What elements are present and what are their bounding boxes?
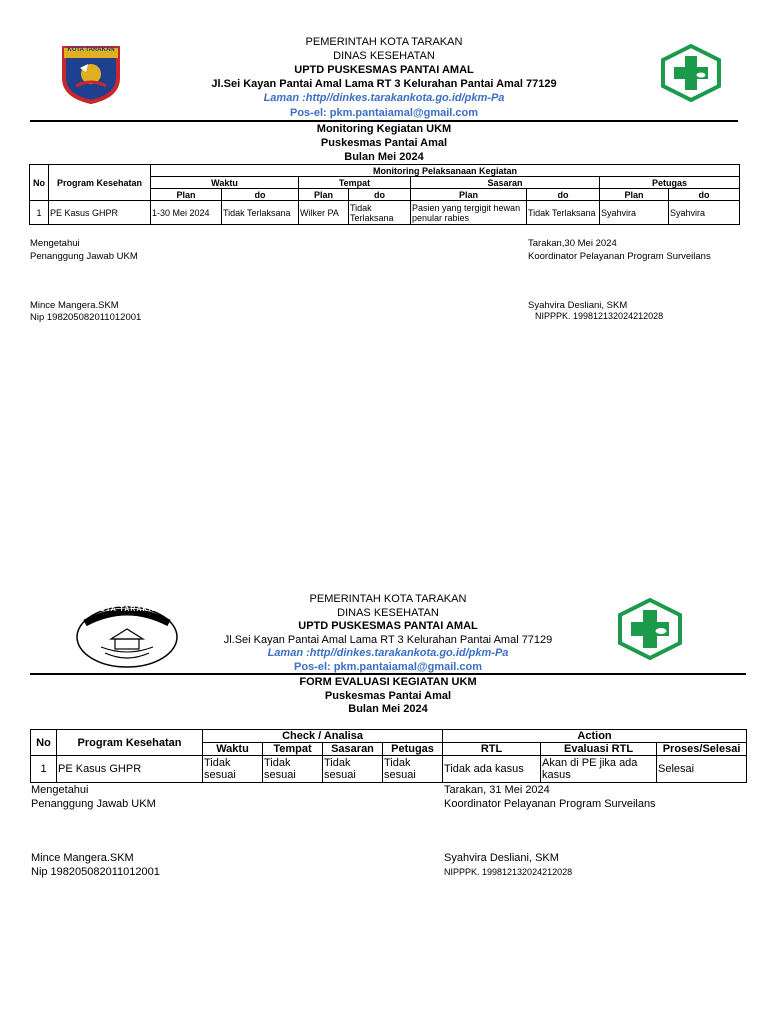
doc1-th-do: do (527, 189, 600, 201)
doc1-sign-left-line2: Penanggung Jawab UKM (30, 251, 138, 262)
doc1-sign-right-line1: Tarakan,30 Mei 2024 (528, 238, 617, 249)
doc2-sign-left-name: Mince Mangera.SKM (31, 852, 134, 864)
doc1-th-plan: Plan (411, 189, 527, 201)
doc2-th-waktu: Waktu (203, 743, 263, 756)
doc1-cell-waktu-do: Tidak Terlaksana (222, 201, 299, 225)
doc2-website-link[interactable]: Laman :http//dinkes.tarakankota.go.id/pkm-Pa (267, 647, 509, 659)
doc1-header-line1: PEMERINTAH KOTA TARAKAN (305, 36, 463, 48)
doc1-th-do: do (222, 189, 299, 201)
doc1-cell-sasaran-do: Tidak Terlaksana (527, 201, 600, 225)
doc2-sign-right-line2: Koordinator Pelayanan Program Surveilans (444, 798, 656, 810)
doc2-title-line2: Puskesmas Pantai Amal (324, 690, 452, 702)
table-row (31, 756, 747, 783)
doc1-website-link[interactable]: Laman :http//dinkes.tarakankota.go.id/pkm-Pa (263, 92, 505, 104)
doc2-sign-left-line1: Mengetahui (31, 784, 89, 796)
doc2-cell-waktu: Tidak sesuai (203, 756, 263, 783)
doc2-cell-rtl: Tidak ada kasus (443, 756, 541, 783)
doc1-cell-tempat-plan: Wilker PA (299, 201, 349, 225)
doc1-th-do: do (349, 189, 411, 201)
doc1-sign-left-line1: Mengetahui (30, 238, 80, 249)
doc1-sign-right-name: Syahvira Desliani, SKM (528, 300, 628, 311)
doc2-th-proses: Proses/Selesai (657, 743, 747, 756)
doc1-th-sasaran: Sasaran (411, 177, 600, 189)
doc2-header-line2: DINAS KESEHATAN (337, 607, 439, 619)
doc1-th-no: No (30, 165, 49, 201)
doc1-cell-petugas-plan: Syahvira (600, 201, 669, 225)
doc2-th-sasaran: Sasaran (323, 743, 383, 756)
doc1-logo-text: KOTA TARAKAN (67, 47, 115, 53)
doc1-cell-no: 1 (30, 201, 49, 225)
doc1-sign-left-nip: Nip 198205082011012001 (30, 312, 142, 323)
doc2-cell-proses: Selesai (657, 756, 747, 783)
doc1-cell-waktu-plan: 1-30 Mei 2024 (151, 201, 222, 225)
doc1-sign-right-line2: Koordinator Pelayanan Program Surveilans (528, 251, 711, 262)
doc1-cell-sasaran-plan: Pasien yang tergigit hewan penular rabies (411, 201, 527, 225)
doc2-th-action: Action (443, 730, 747, 743)
doc1-th-plan: Plan (151, 189, 222, 201)
doc1-cell-program: PE Kasus GHPR (49, 201, 151, 225)
doc1-cell-tempat-do: Tidak Terlaksana (349, 201, 411, 225)
doc2-cell-sasaran: Tidak sesuai (323, 756, 383, 783)
doc2-cell-program: PE Kasus GHPR (57, 756, 203, 783)
doc2-sign-left-nip: Nip 198205082011012001 (31, 866, 160, 878)
doc2-title-line3: Bulan Mei 2024 (348, 703, 428, 715)
doc2-header-line3: UPTD PUSKESMAS PANTAI AMAL (298, 620, 478, 632)
doc1-th-program: Program Kesehatan (49, 165, 151, 201)
doc1-email-link[interactable]: Pos-el: pkm.pantaiamal@gmail.com (290, 107, 478, 119)
doc2-cell-evaluasi: Akan di PE jika ada kasus (541, 756, 657, 783)
doc1-th-tempat: Tempat (299, 177, 411, 189)
doc2-sign-left-line2: Penanggung Jawab UKM (31, 798, 156, 810)
doc2-th-no: No (31, 730, 57, 756)
doc2-sign-right-line1: Tarakan, 31 Mei 2024 (444, 784, 550, 796)
doc2-sign-right-nip: NIPPPK. 199812132024212028 (444, 867, 573, 877)
doc1-cell-petugas-do: Syahvira (669, 201, 740, 225)
doc1-header-line3: UPTD PUSKESMAS PANTAI AMAL (294, 64, 474, 76)
doc1-header-line4: Jl.Sei Kayan Pantai Amal Lama RT 3 Kelurahan Pantai Amal 77129 (211, 78, 557, 90)
doc2-evaluation-table (30, 729, 747, 783)
doc2-header-line1: PEMERINTAH KOTA TARAKAN (309, 593, 467, 605)
doc2-th-program: Program Kesehatan (57, 730, 203, 756)
doc2-logo-text: KOTA TARAKAN (93, 606, 161, 613)
doc2-header-line4: Jl.Sei Kayan Pantai Amal Lama RT 3 Kelurahan Pantai Amal 77129 (223, 634, 553, 646)
doc1-th-petugas: Petugas (600, 177, 740, 189)
doc1-th-do: do (669, 189, 740, 201)
doc2-sign-right-name: Syahvira Desliani, SKM (444, 852, 559, 864)
doc2-th-rtl: RTL (443, 743, 541, 756)
table-row (30, 201, 740, 225)
doc2-th-petugas: Petugas (383, 743, 443, 756)
doc1-title-line3: Bulan Mei 2024 (344, 151, 424, 163)
doc2-th-evaluasi: Evaluasi RTL (541, 743, 657, 756)
doc2-title-line1: FORM EVALUASI KEGIATAN UKM (299, 676, 477, 688)
doc1-th-waktu: Waktu (151, 177, 299, 189)
doc1-title-line1: Monitoring Kegiatan UKM (316, 123, 452, 135)
doc1-th-monitoring: Monitoring Pelaksanaan Kegiatan (151, 165, 740, 177)
doc1-th-plan: Plan (600, 189, 669, 201)
doc2-email-link[interactable]: Pos-el: pkm.pantaiamal@gmail.com (294, 661, 482, 673)
doc2-cell-no: 1 (31, 756, 57, 783)
doc2-th-tempat: Tempat (263, 743, 323, 756)
doc1-title-line2: Puskesmas Pantai Amal (320, 137, 448, 149)
doc2-cell-tempat: Tidak sesuai (263, 756, 323, 783)
doc2-th-check: Check / Analisa (203, 730, 443, 743)
doc1-monitoring-table (29, 164, 740, 225)
doc1-sign-right-nip: NIPPPK. 199812132024212028 (535, 311, 664, 321)
doc1-th-plan: Plan (299, 189, 349, 201)
doc1-sign-left-name: Mince Mangera.SKM (30, 300, 119, 311)
doc1-header-line2: DINAS KESEHATAN (333, 50, 435, 62)
doc2-cell-petugas: Tidak sesuai (383, 756, 443, 783)
